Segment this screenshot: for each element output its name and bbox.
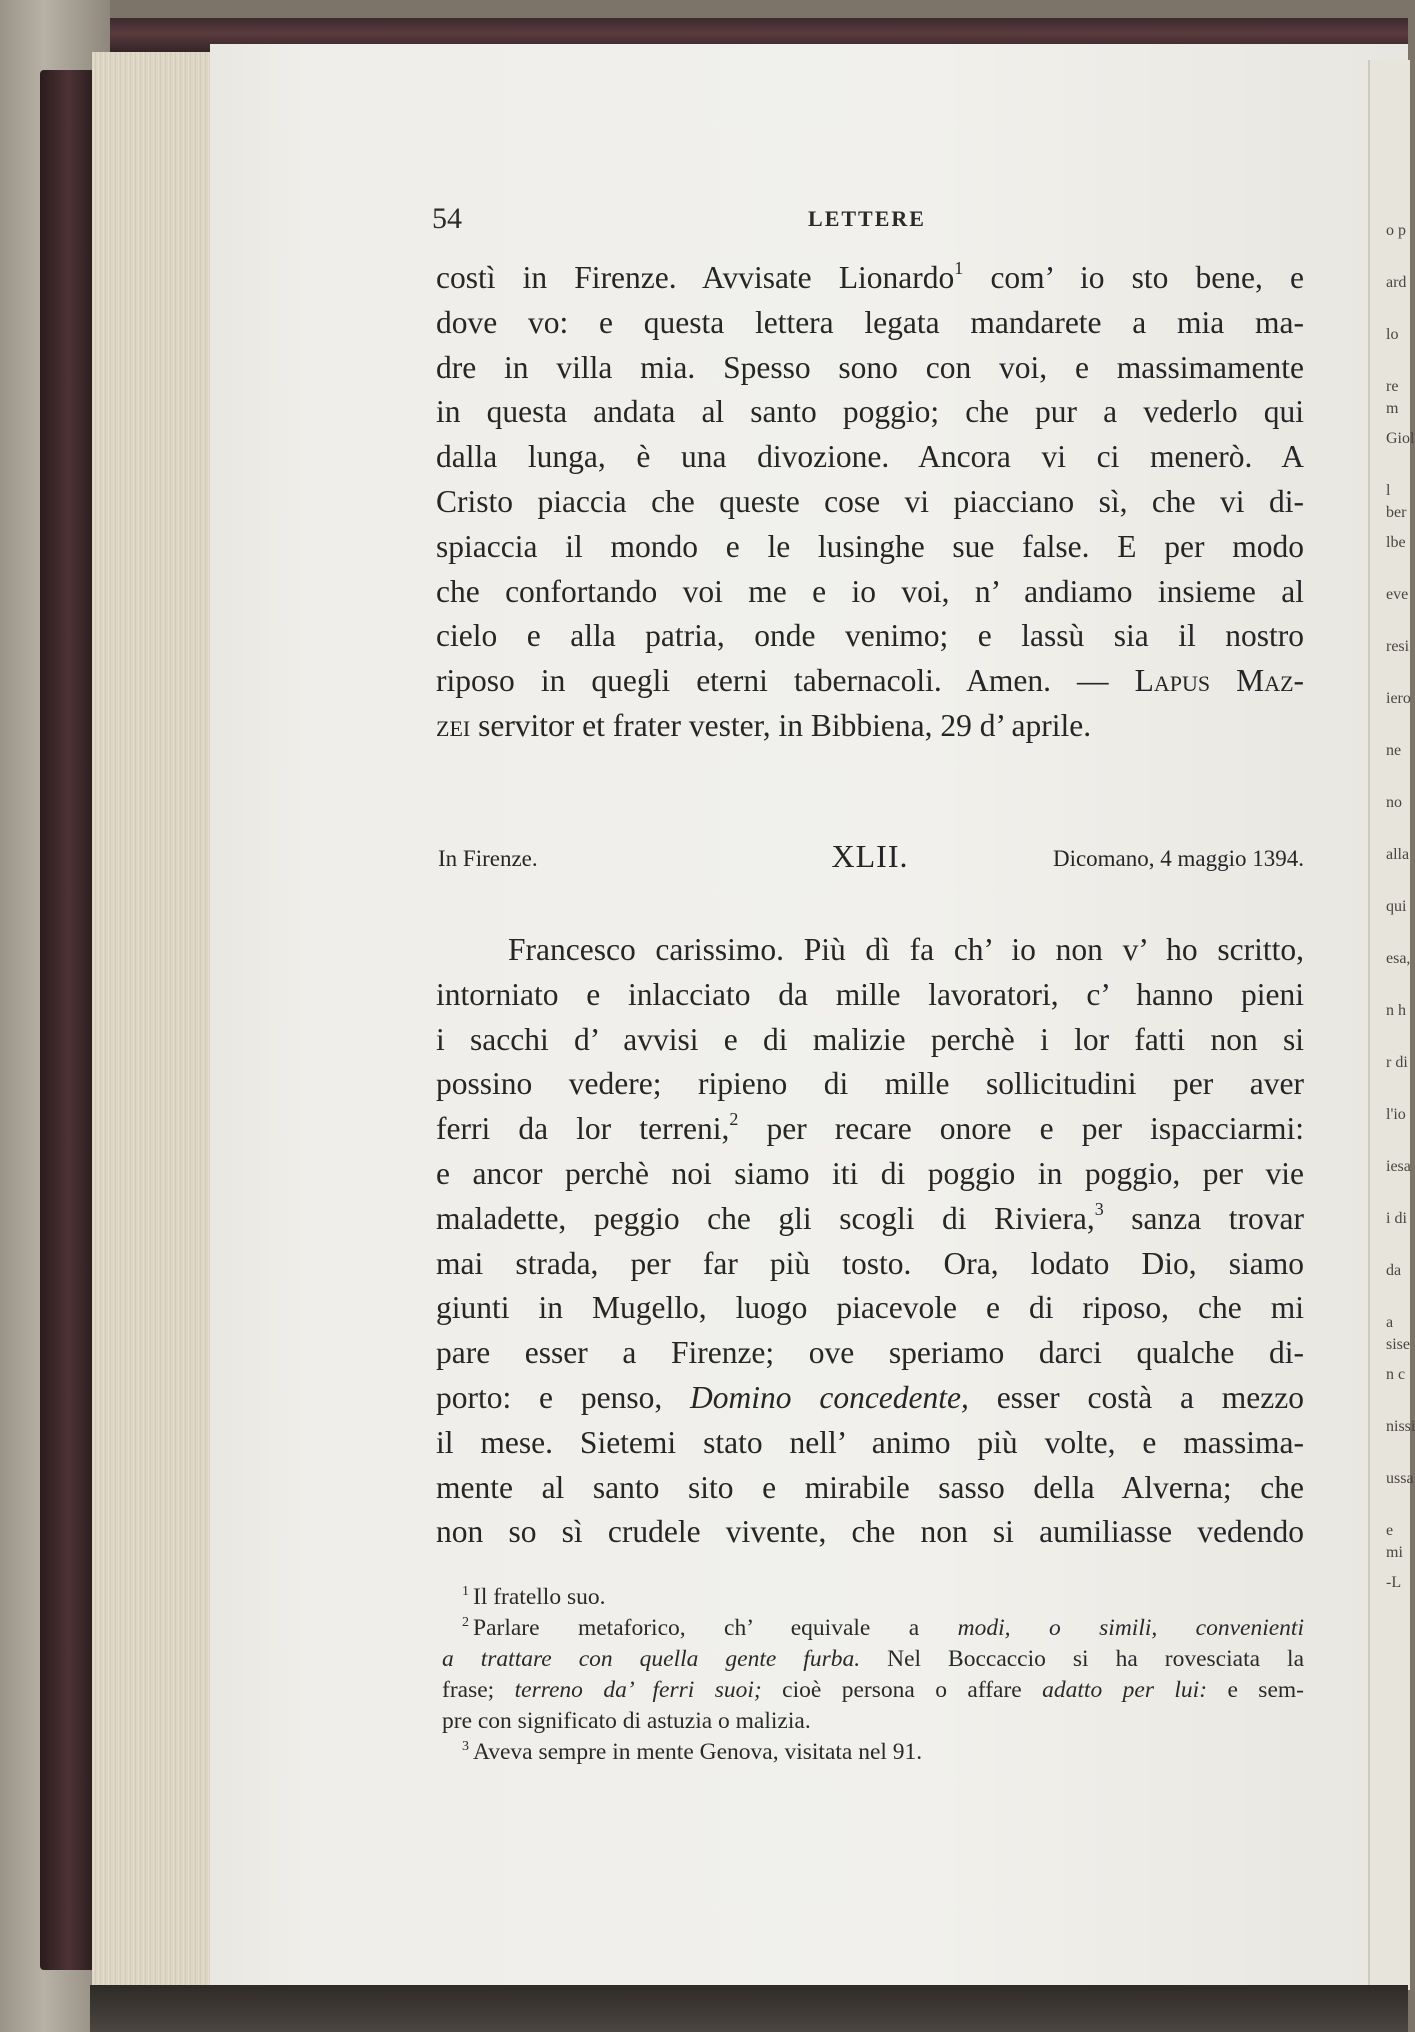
text-run: possino vedere; ripieno di mille sollicitudini per aver xyxy=(436,1066,1304,1102)
book-spine-binding xyxy=(40,70,98,1970)
next-page-fragment: lo xyxy=(1386,326,1399,343)
text-run: e sem- xyxy=(1207,1677,1304,1703)
next-page-fragment: iesa xyxy=(1386,1158,1411,1175)
footnote-line xyxy=(442,1737,1304,1768)
italic-run: a trattare con quella gente furba. xyxy=(442,1646,861,1672)
text-run: frase; xyxy=(442,1677,515,1703)
text-line xyxy=(436,1018,1304,1063)
next-page-fragment: no xyxy=(1386,794,1402,811)
page-edges-stack xyxy=(92,52,212,1987)
next-page-fragment: eve xyxy=(1386,586,1409,603)
next-page-fragment: qui xyxy=(1386,898,1407,915)
text-line xyxy=(436,525,1304,570)
next-page-text-fragments xyxy=(1386,220,1415,1624)
running-title: LETTERE xyxy=(808,206,926,231)
footnote-line xyxy=(442,1706,1304,1737)
italic-run: Domino concedente, xyxy=(690,1379,969,1415)
text-run: i sacchi d’ avvisi e di malizie perchè i lor fatti non si xyxy=(436,1021,1304,1057)
next-page-fragment: lbe xyxy=(1386,534,1406,551)
first-passage xyxy=(436,256,1304,749)
text-run: cielo e alla patria, onde venimo; e lassù sia il nostro xyxy=(436,618,1304,654)
page-number: 54 xyxy=(432,202,462,235)
small-caps-run: zei xyxy=(436,707,471,743)
text-line xyxy=(436,1421,1304,1466)
text-line xyxy=(436,480,1304,525)
text-run: Aveva sempre in mente Genova, visitata nel 91. xyxy=(473,1739,923,1765)
next-page-fragment: resi xyxy=(1386,638,1410,655)
text-line xyxy=(436,704,1304,749)
text-line xyxy=(436,570,1304,615)
footnote-marker: 1 xyxy=(462,1584,469,1599)
next-page-fragment: a sise xyxy=(1386,1314,1410,1353)
next-page-fragment: r di xyxy=(1386,1054,1408,1071)
text-run: costì in Firenze. Avvisate Lionardo xyxy=(436,260,955,295)
text-run: non so sì crudele vivente, che non si aumiliasse vedendo xyxy=(436,1514,1304,1550)
text-run: giunti in Mugello, luogo piacevole e di riposo, che mi xyxy=(436,1290,1304,1326)
letter-date: Dicomano, 4 maggio 1394. xyxy=(1052,846,1304,871)
next-page-fragment: re m xyxy=(1386,378,1399,417)
text-line xyxy=(436,1152,1304,1197)
footnote-line xyxy=(442,1644,1304,1675)
next-page-fragment: esa, xyxy=(1386,950,1411,967)
second-passage xyxy=(436,928,1304,1555)
next-page-fragment: l'io xyxy=(1386,1106,1406,1123)
footnote-line xyxy=(442,1675,1304,1706)
text-line xyxy=(436,1242,1304,1287)
text-line xyxy=(436,346,1304,391)
next-page-fragment: nissi xyxy=(1386,1418,1415,1435)
text-run: dove vo: e questa lettera legata mandarete a mia ma- xyxy=(436,304,1304,340)
text-line xyxy=(436,928,1304,973)
text-run: esser costà a mezzo xyxy=(968,1379,1304,1415)
next-page-fragment: i di xyxy=(1386,1210,1407,1227)
next-page-fragment: n c xyxy=(1386,1366,1406,1383)
text-run: Francesco carissimo. Più dì fa ch’ io non v’ ho scritto, xyxy=(508,932,1304,967)
text-line xyxy=(436,1466,1304,1511)
text-line xyxy=(436,1107,1304,1152)
next-page-fragment: e mi xyxy=(1386,1522,1403,1561)
text-line xyxy=(436,390,1304,435)
text-line xyxy=(436,973,1304,1018)
footnote-line xyxy=(442,1613,1304,1644)
text-line xyxy=(436,1331,1304,1376)
text-run: spiaccia il mondo e le lusinghe sue false. E per modo xyxy=(436,528,1304,564)
text-run: Nel Boccaccio si ha rovesciata la xyxy=(860,1646,1304,1672)
text-run: porto: e penso, xyxy=(436,1379,691,1415)
footnote-reference: 2 xyxy=(729,1109,739,1130)
text-run: che confortando voi me e io voi, n’ andiamo insieme al xyxy=(436,573,1304,609)
next-page-fragment: iero xyxy=(1386,690,1411,707)
text-run: riposo in quegli eterni tabernacoli. Amen. — xyxy=(436,663,1135,699)
text-run: pre con significato di astuzia o malizia. xyxy=(442,1708,811,1734)
footnote-reference: 3 xyxy=(1094,1198,1104,1219)
text-line xyxy=(436,1286,1304,1331)
text-run: servitor et frater vester, in Bibbiena, 29 d’ aprile. xyxy=(470,707,1092,743)
next-page-fragment: da xyxy=(1386,1262,1402,1279)
text-run: mai strada, per far più tosto. Ora, lodato Dio, siamo xyxy=(436,1245,1304,1281)
next-page-fragment: n h xyxy=(1386,1002,1406,1019)
footnote-reference: 1 xyxy=(954,258,964,278)
text-run: ferri da lor terreni, xyxy=(436,1111,730,1147)
text-line xyxy=(436,1510,1304,1555)
text-run: Parlare metaforico, ch’ equivale a xyxy=(473,1615,958,1641)
text-run: com’ io sto bene, e xyxy=(963,260,1305,295)
text-run: Il fratello suo. xyxy=(473,1584,606,1610)
page-header xyxy=(432,202,1302,242)
letter-place: In Firenze. xyxy=(438,846,538,871)
italic-run: adatto per lui: xyxy=(1042,1677,1208,1703)
text-line xyxy=(436,1062,1304,1107)
text-line xyxy=(436,614,1304,659)
next-page-fragment: ard xyxy=(1386,274,1407,291)
next-page-fragment: alla xyxy=(1386,846,1410,863)
text-line xyxy=(436,1197,1304,1242)
footnote-marker: 2 xyxy=(462,1615,469,1630)
next-page-fragment: o p xyxy=(1386,222,1406,239)
text-run: Cristo piaccia che queste cose vi piacciano sì, che vi di- xyxy=(436,483,1304,519)
letter-heading xyxy=(436,838,1304,878)
footnote-marker: 3 xyxy=(462,1739,469,1754)
text-run: e ancor perchè noi siamo iti di poggio in poggio, per vie xyxy=(436,1155,1304,1191)
text-run: dre in villa mia. Spesso sono con voi, e massimamente xyxy=(436,349,1304,385)
next-page-fragment: ussa xyxy=(1386,1470,1414,1487)
bottom-shadow xyxy=(90,1985,1408,2032)
text-line xyxy=(436,1376,1304,1421)
small-caps-run: Lapus Maz- xyxy=(1134,663,1305,699)
text-run: pare esser a Firenze; ove speriamo darci qualche di- xyxy=(436,1335,1304,1371)
text-run: maladette, peggio che gli scogli di Riviera, xyxy=(436,1200,1095,1236)
text-run: in questa andata al santo poggio; che pur a vederlo qui xyxy=(436,394,1304,430)
letter-number: XLII. xyxy=(831,838,909,874)
text-run: sanza trovar xyxy=(1103,1200,1305,1236)
text-line xyxy=(436,435,1304,480)
footnotes xyxy=(442,1582,1304,1768)
text-run: per recare onore e per ispacciarmi: xyxy=(738,1111,1305,1147)
text-run: dalla lunga, è una divozione. Ancora vi ci menerò. A xyxy=(436,439,1304,475)
next-page-fragment: ne xyxy=(1386,742,1402,759)
next-page-fragment: -L xyxy=(1386,1574,1402,1591)
text-line xyxy=(436,301,1304,346)
footnote-line xyxy=(442,1582,1304,1613)
text-line xyxy=(436,256,1304,301)
text-run: cioè persona o affare xyxy=(761,1677,1043,1703)
italic-run: terreno da’ ferri suoi; xyxy=(514,1677,762,1703)
text-run: mente al santo sito e mirabile sasso della Alverna; che xyxy=(436,1469,1304,1505)
text-run: intorniato e inlacciato da mille lavoratori, c’ hanno pieni xyxy=(436,976,1304,1012)
text-line xyxy=(436,659,1304,704)
next-page-fragment: Giol xyxy=(1386,430,1415,447)
next-page-fragment: l ber xyxy=(1386,482,1407,521)
text-run: il mese. Sietemi stato nell’ animo più volte, e massima- xyxy=(436,1424,1304,1460)
italic-run: modi, o simili, convenienti xyxy=(957,1615,1304,1641)
